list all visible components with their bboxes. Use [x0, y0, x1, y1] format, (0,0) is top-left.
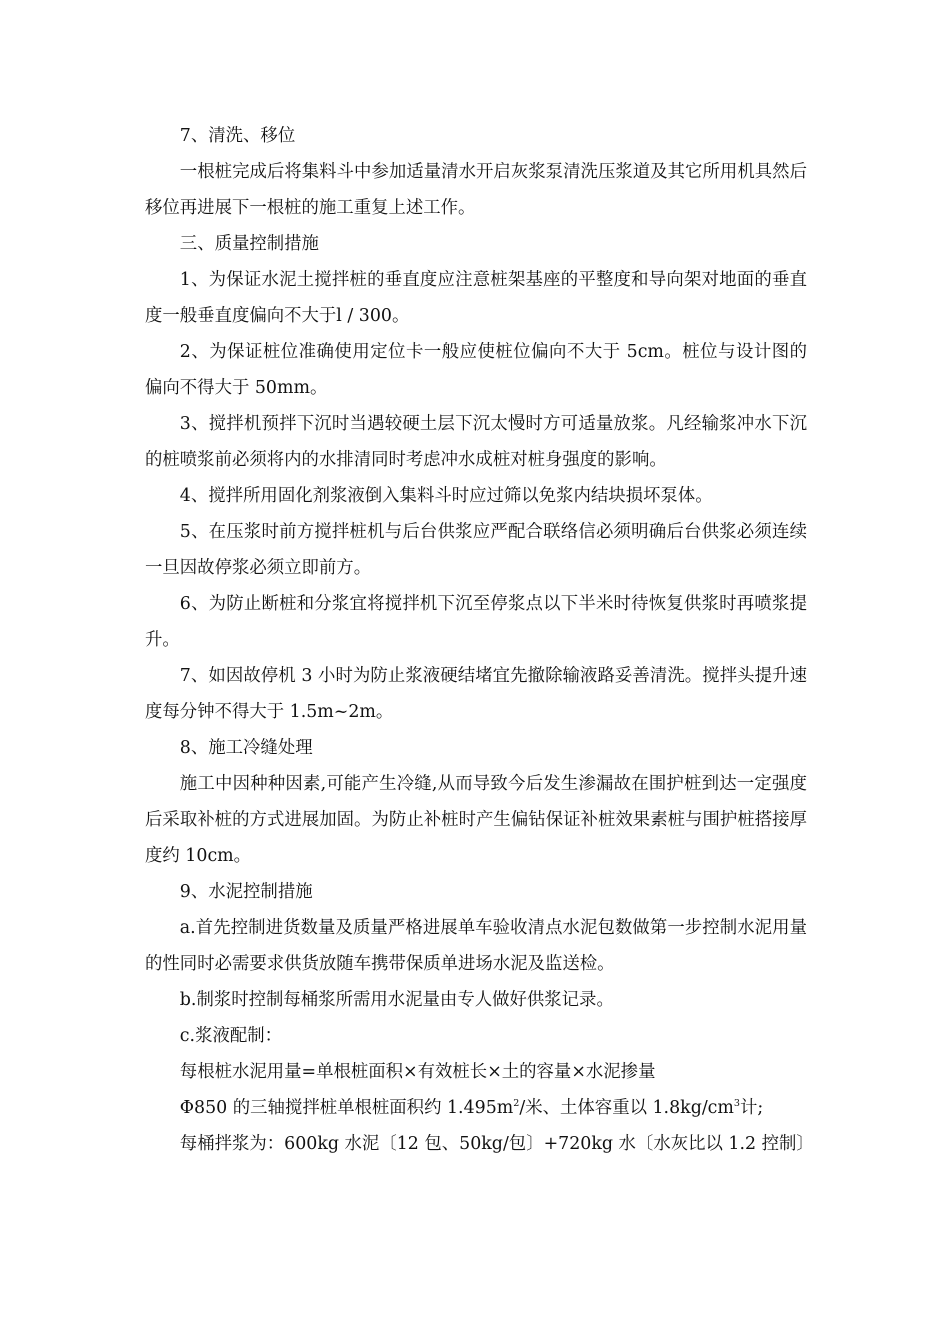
superscript-3: 3: [733, 1098, 741, 1110]
paragraph-7: 4、搅拌所用固化剂浆液倒入集料斗时应过筛以免浆内结块损坏泵体。: [179, 486, 713, 506]
paragraph-8: 5、在压浆时前方搅拌桩机与后台供浆应严配合联络信必须明确后台供浆必须连续一旦因故停浆必须立即前方。: [145, 522, 807, 578]
paragraph-9: 6、为防止断桩和分浆宜将搅拌机下沉至停浆点以下半米时待恢复供浆时再喷浆提升。: [145, 594, 807, 650]
formula-part-1: Φ850 的三轴搅拌桩单根桩面积约 1.495m: [179, 1098, 514, 1118]
formula-line: [145, 1090, 807, 1126]
paragraph-15: b.制浆时控制每桶浆所需用水泥量由专人做好供浆记录。: [179, 990, 614, 1010]
paragraph-16: c.浆液配制：: [179, 1026, 283, 1046]
section-heading-quality-control: 三、质量控制措施: [179, 234, 319, 254]
paragraph-17: 每根桩水泥用量=单根桩面积×有效桩长×土的容量×水泥掺量: [179, 1062, 656, 1082]
paragraph-2: 一根桩完成后将集料斗中参加适量清水开启灰浆泵清洗压浆道及其它所用机具然后移位再进展下一根桩的施工重复上述工作。: [145, 162, 807, 218]
paragraph-12: 施工中因种种因素,可能产生冷缝,从而导致今后发生渗漏故在围护桩到达一定强度后采取补桩的方式进展加固。为防止补桩时产生偏钻保证补桩效果素桩与围护桩搭接厚度约 10cm。: [145, 774, 807, 866]
formula-part-3: 计;: [740, 1098, 764, 1118]
paragraph-10: 7、如因故停机 3 小时为防止浆液硬结堵宜先撤除输液路妥善清洗。搅拌头提升速度每分钟不得大于 1.5m~2m。: [145, 666, 807, 722]
superscript-2: 2: [513, 1098, 520, 1110]
paragraph-last: 每桶拌浆为：600kg 水泥〔12 包、50kg/包〕+720kg 水〔水灰比以 1.2 控制〕: [179, 1134, 814, 1154]
formula-part-2: /米、土体容重以 1.8kg/cm: [519, 1098, 734, 1118]
paragraph-5: 2、为保证桩位准确使用定位卡一般应使桩位偏向不大于 5cm。桩位与设计图的偏向不得大于 50mm。: [145, 342, 807, 398]
paragraph-11: 8、施工冷缝处理: [179, 738, 313, 758]
document-page: [145, 118, 814, 1162]
paragraph-1: 7、清洗、移位: [179, 126, 296, 146]
paragraph-14: a.首先控制进货数量及质量严格进展单车验收清点水泥包数做第一步控制水泥用量的性同时必需要求供货放随车携带保质单进场水泥及监送检。: [145, 918, 807, 974]
paragraph-6: 3、搅拌机预拌下沉时当遇较硬土层下沉太慢时方可适量放浆。凡经输浆冲水下沉的桩喷浆前必须将内的水排清同时考虑冲水成桩对桩身强度的影响。: [145, 414, 807, 470]
paragraph-13: 9、水泥控制措施: [179, 882, 313, 902]
paragraph-4: 1、为保证水泥土搅拌桩的垂直度应注意桩架基座的平整度和导向架对地面的垂直度一般垂直度偏向不大于l / 300。: [145, 270, 807, 326]
